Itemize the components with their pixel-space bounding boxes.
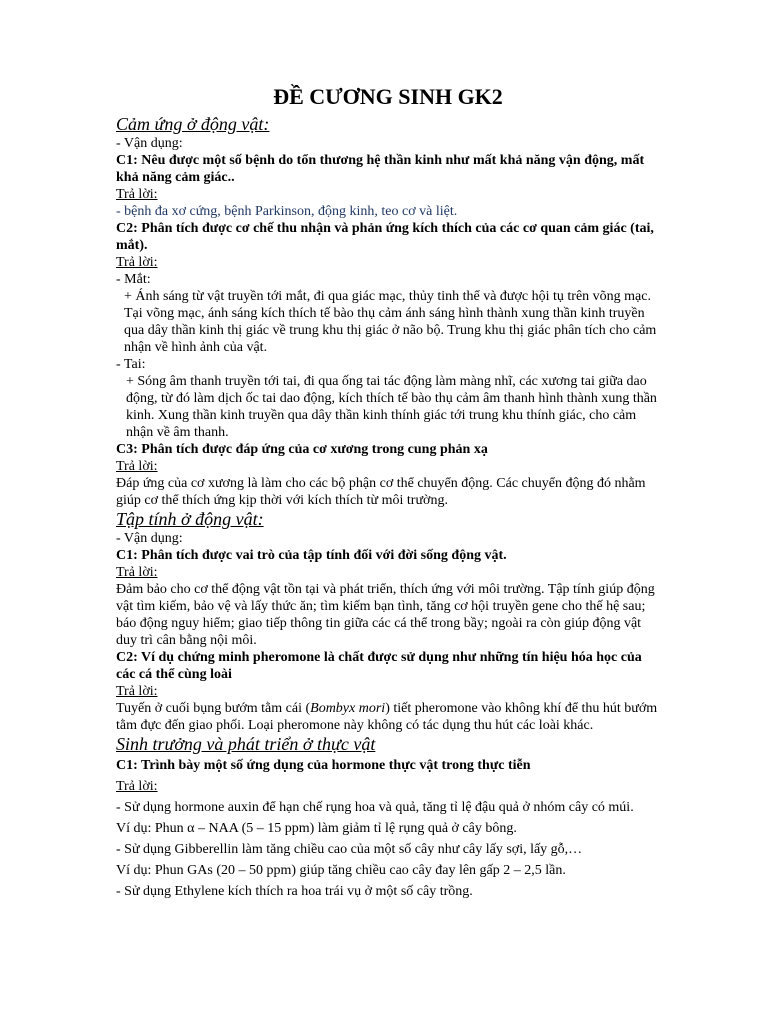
- document-page: [116, 84, 660, 904]
- section-cam-ung: [116, 114, 660, 509]
- answer-line: - Sử dụng hormone auxin để hạn chế rụng hoa và quả, tăng tỉ lệ đậu quả ở nhóm cây có múi.: [116, 800, 634, 815]
- answer-c1: - bệnh đa xơ cứng, bệnh Parkinson, động kinh, teo cơ và liệt.: [116, 204, 458, 219]
- document-title: ĐỀ CƯƠNG SINH GK2: [273, 84, 503, 109]
- answer-c2-post: ) tiết pheromone vào không khí để thu hút bướm tằm đực đến giao phối. Loại pheromone này không có tác dụng thu hút các loài khác.: [116, 701, 658, 733]
- section-heading: Cảm ứng ở động vật:: [116, 114, 270, 134]
- section-sinh-truong: [116, 734, 660, 900]
- question-c1: C1: Phân tích được vai trò của tập tính đối với đời sống động vật.: [116, 548, 507, 563]
- question-c1: C1: Nêu được một số bệnh do tổn thương hệ thần kinh như mất khả năng vận động, mất khả năng cảm giác..: [116, 153, 645, 185]
- answer-line: - Sử dụng Ethylene kích thích ra hoa trái vụ ở một số cây trồng.: [116, 884, 473, 899]
- section-heading: Tập tính ở động vật:: [116, 509, 264, 529]
- answer-c2-eye: - Mắt:: [116, 272, 151, 287]
- question-c2: C2: Ví dụ chứng minh pheromone là chất được sử dụng như những tín hiệu hóa học của các cá thể cùng loài: [116, 650, 642, 682]
- answer-c2: [116, 700, 660, 734]
- answer-c3: Đáp ứng của cơ xương là làm cho các bộ phận cơ thể chuyển động. Các chuyển động đó nhằm giúp cơ thể thích ứng kịp thời với kích thích từ môi trường.: [116, 476, 646, 508]
- answer-c2-ear-detail: + Sóng âm thanh truyền tới tai, đi qua ống tai tác động làm màng nhĩ, các xương tai giữa dao động, từ đó làm dịch ốc tai dao động, kích thích tế bào thụ cảm âm thanh hình thành xung thần kinh. Xung thần kinh truyền qua dây thần kinh thính giác tới trung khu thính giác, cho cảm nhận về âm thanh.: [126, 374, 657, 440]
- section-intro: - Vận dụng:: [116, 136, 183, 151]
- species-name: Bombyx mori: [310, 701, 386, 716]
- section-intro: - Vận dụng:: [116, 531, 183, 546]
- answer-label: Trả lời:: [116, 565, 158, 580]
- answer-c2-ear: - Tai:: [116, 357, 146, 372]
- question-c1: C1: Trình bày một số ứng dụng của hormone thực vật trong thực tiễn: [116, 758, 531, 773]
- answer-line: - Sử dụng Gibberellin làm tăng chiều cao của một số cây như cây lấy sợi, lấy gỗ,…: [116, 842, 583, 857]
- section-tap-tinh: [116, 509, 660, 734]
- answer-label: Trả lời:: [116, 187, 158, 202]
- section-heading: Sinh trưởng và phát triển ở thực vật: [116, 734, 376, 754]
- answer-c2-eye-detail: + Ánh sáng từ vật truyền tới mắt, đi qua giác mạc, thủy tinh thể và được hội tụ trên võng mạc. Tại võng mạc, ánh sáng kích thích tế bào thụ cảm ánh sáng hình thành xung thần kinh truyền qua dây thần kinh thị giác về trung khu thị giác ở não bộ. Trung khu thị giác phân tích cho cảm nhận về hình ảnh của vật.: [124, 289, 657, 355]
- question-c3: C3: Phân tích được đáp ứng của cơ xương trong cung phản xạ: [116, 442, 488, 457]
- answer-label: Trả lời:: [116, 255, 158, 270]
- answer-label: Trả lời:: [116, 459, 158, 474]
- answer-line: Ví dụ: Phun α – NAA (5 – 15 ppm) làm giảm tỉ lệ rụng quả ở cây bông.: [116, 821, 517, 836]
- answer-line: Ví dụ: Phun GAs (20 – 50 ppm) giúp tăng chiều cao cây đay lên gấp 2 – 2,5 lần.: [116, 863, 566, 878]
- question-c2: C2: Phân tích được cơ chế thu nhận và phản ứng kích thích của các cơ quan cảm giác (tai, mắt).: [116, 221, 654, 253]
- answer-label: Trả lời:: [116, 684, 158, 699]
- answer-c2-pre: Tuyến ở cuối bụng bướm tằm cái (: [116, 701, 311, 716]
- answer-label: Trả lời:: [116, 779, 158, 794]
- answer-c1: Đảm bảo cho cơ thể động vật tồn tại và phát triển, thích ứng với môi trường. Tập tính giúp động vật tìm kiếm, bảo vệ và lấy thức ăn; tìm kiếm bạn tình, tăng cơ hội truyền gene cho thế hệ sau; báo động nguy hiểm; giao tiếp thông tin giữa các cá thể trong bầy; ngoài ra còn giúp động vật duy trì cân bằng nội môi.: [116, 582, 655, 648]
